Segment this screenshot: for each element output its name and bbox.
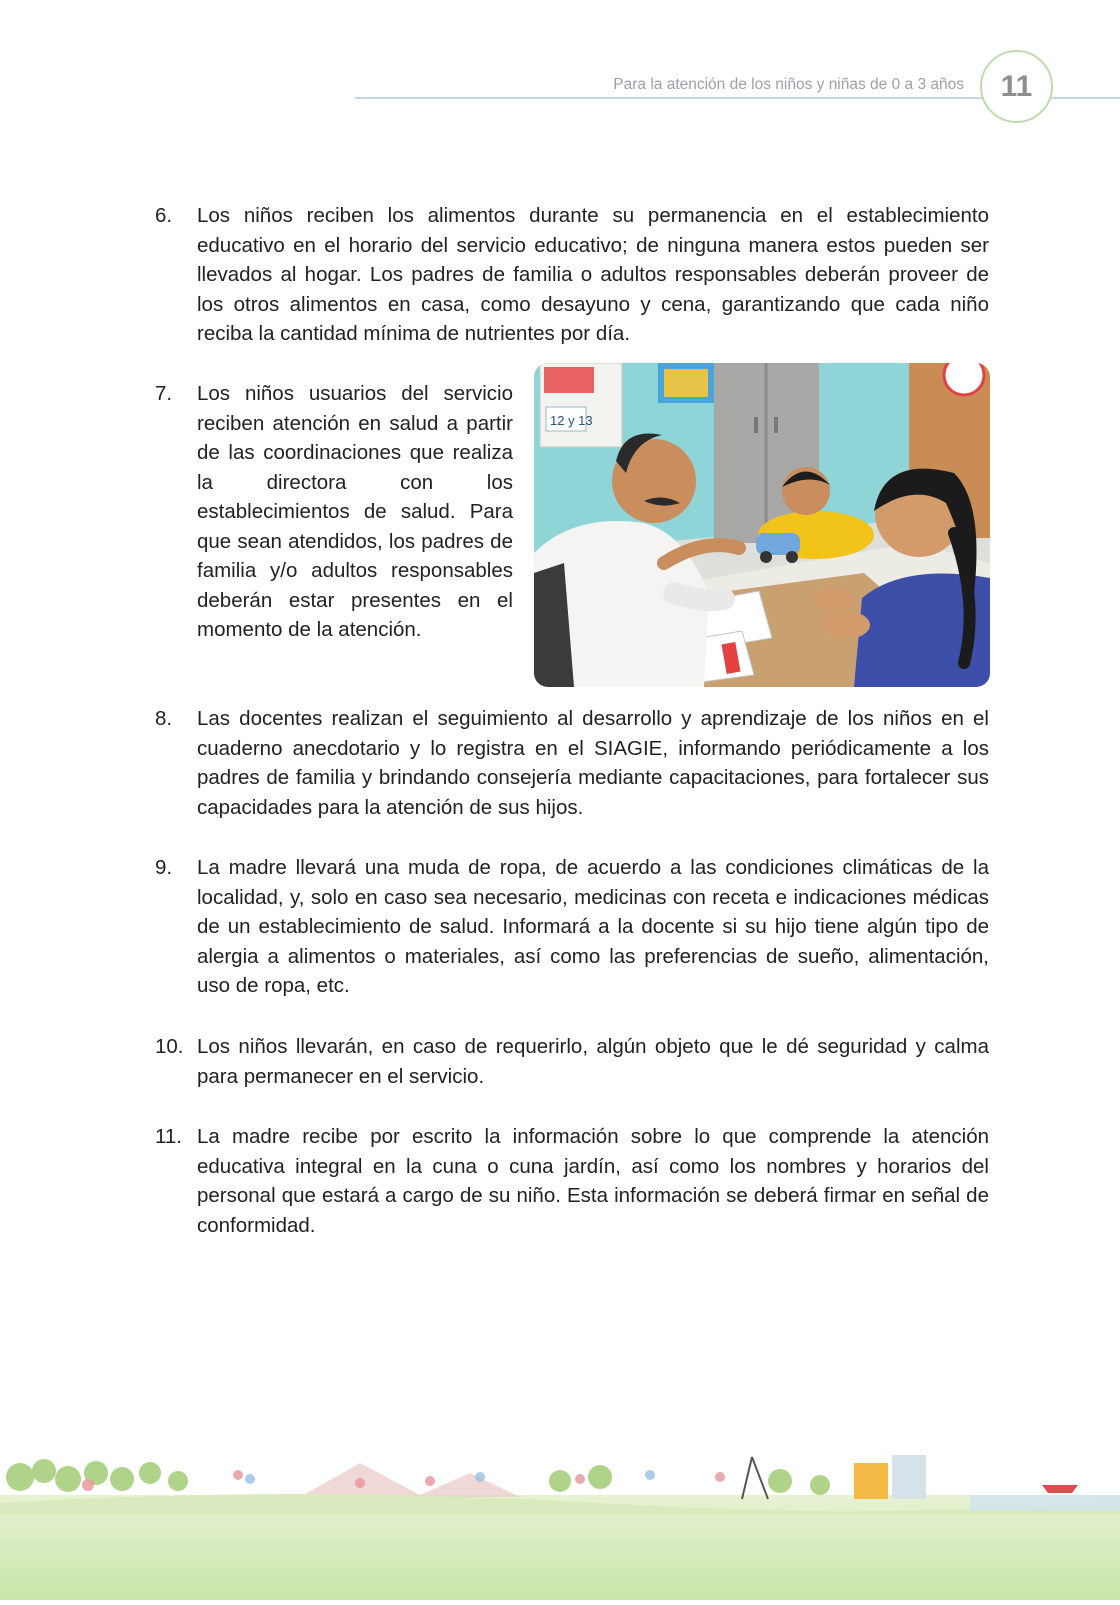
list-item	[155, 853, 989, 1001]
list-item-number: 8.	[155, 707, 173, 730]
list-item-text: Los niños reciben los alimentos durante su permanencia en el establecimiento educativo en el horario del servicio educativo; de ninguna manera estos pueden ser llevados al hogar. Los padres de familia o adultos responsables deberán proveer de los otros alimentos en casa, como desayuno y cena, garantizando que cada niño reciba la cantidad mínima de nutrientes por día.	[197, 204, 989, 345]
list-item-number: 7.	[155, 382, 173, 405]
list-item-text: La madre llevará una muda de ropa, de acuerdo a las condiciones climáticas de la localidad, y, solo en caso sea necesario, medicinas con receta e indicaciones médicas de un establecimiento de salud. Informará a la docente si su hijo tiene algún tipo de alergia a alimentos o materiales, así como las preferencias de sueño, alimentación, uso de ropa, etc.	[197, 856, 989, 997]
list-item-number: 11.	[155, 1125, 182, 1148]
running-header: Para la atención de los niños y niñas de 0 a 3 años	[613, 76, 964, 93]
list-item-number: 6.	[155, 204, 173, 227]
list-item-text: Los niños llevarán, en caso de requerirlo, algún objeto que le dé seguridad y calma para permanecer en el servicio.	[197, 1035, 989, 1088]
list-item-text: Las docentes realizan el seguimiento al desarrollo y aprendizaje de los niños en el cuaderno anecdotario y lo registra en el SIAGIE, informando periódicamente a los padres de familia y brindando consejería mediante capacitaciones, para fortalecer sus capacidades para la atención de sus hijos.	[197, 707, 989, 819]
svg-text:12 y 13: 12 y 13	[550, 413, 593, 428]
footer-landscape-illustration	[0, 1455, 1120, 1600]
page-number: 11	[980, 50, 1053, 123]
list-item	[155, 379, 513, 645]
list-item-number: 10.	[155, 1035, 184, 1058]
list-item	[155, 1032, 989, 1091]
health-consultation-illustration	[534, 363, 990, 687]
list-item	[155, 201, 989, 349]
calendar-poster	[540, 363, 622, 447]
list-item-number: 9.	[155, 856, 173, 879]
list-item-text: Los niños usuarios del servicio reciben atención en salud a partir de las coordinaciones que realiza la directora con los establecimientos de salud. Para que sean atendidos, los padres de familia y/o adultos responsables deberán estar presentes en el momento de la atención.	[197, 382, 513, 641]
list-item	[155, 1122, 989, 1240]
list-item	[155, 704, 989, 822]
list-item-text: La madre recibe por escrito la información sobre lo que comprende la atención educativa integral en la cuna o cuna jardín, así como los nombres y horarios del personal que estará a cargo de su niño. Esta información se deberá firmar en señal de conformidad.	[197, 1125, 989, 1237]
